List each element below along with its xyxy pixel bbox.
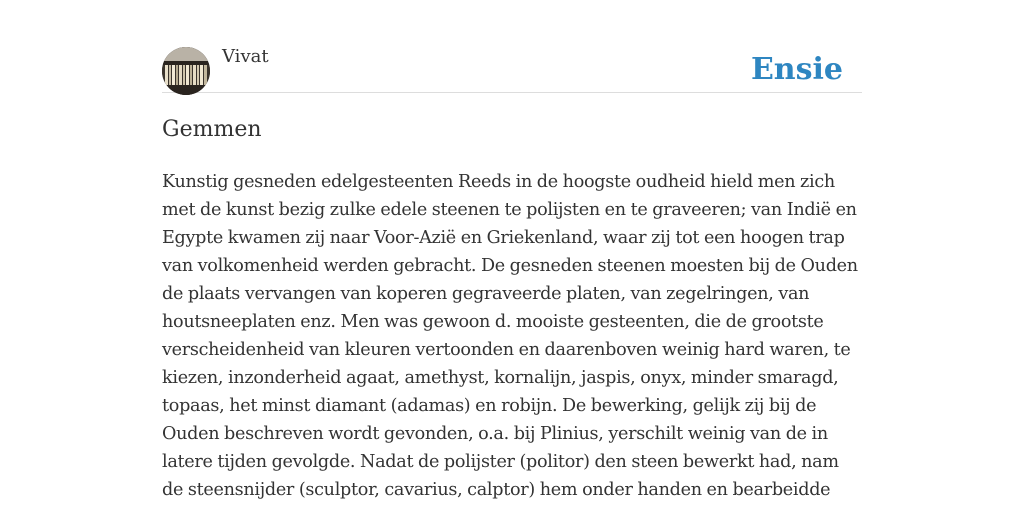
bookshelf-avatar-image — [162, 47, 210, 95]
author-name[interactable]: Vivat — [222, 46, 269, 67]
author-avatar[interactable] — [162, 47, 210, 95]
article-body: Kunstig gesneden edelgesteenten Reeds in de hoogste oudheid hield men zich met de kunst bezig zulke edele steenen te polijsten en te graveeren; van Indië en Egypte kwamen zij naar Voor-Azië en Griekenland, waar zij tot een hoogen trap van volkomenheid werden gebracht. De gesneden steenen moesten bij de Ouden de plaats vervangen van koperen gegraveerde platen, van zegelringen, van houtsneeplaten enz. Men was gewoon d. mooiste gesteenten, die de grootste verscheidenheid van kleuren vertoonden en daarenboven weinig hard waren, te kiezen, inzonderheid agaat, amethyst, kornalijn, jaspis, onyx, minder smaragd, topaas, het minst diamant (adamas) en robijn. De bewerking, gelijk zij bij de Ouden beschreven wordt gevonden, o.a. bij Plinius, yerschilt weinig van de in latere tijden gevolgde. Nadat de polijster (politor) den steen bewerkt had, nam de steensnijder (sculptor, cavarius, calptor) hem onder handen en bearbeidde — [162, 172, 858, 500]
page-container — [162, 0, 862, 512]
header — [162, 0, 862, 93]
brand-logo[interactable]: Ensie — [750, 52, 843, 87]
article-title: Gemmen — [162, 117, 262, 142]
